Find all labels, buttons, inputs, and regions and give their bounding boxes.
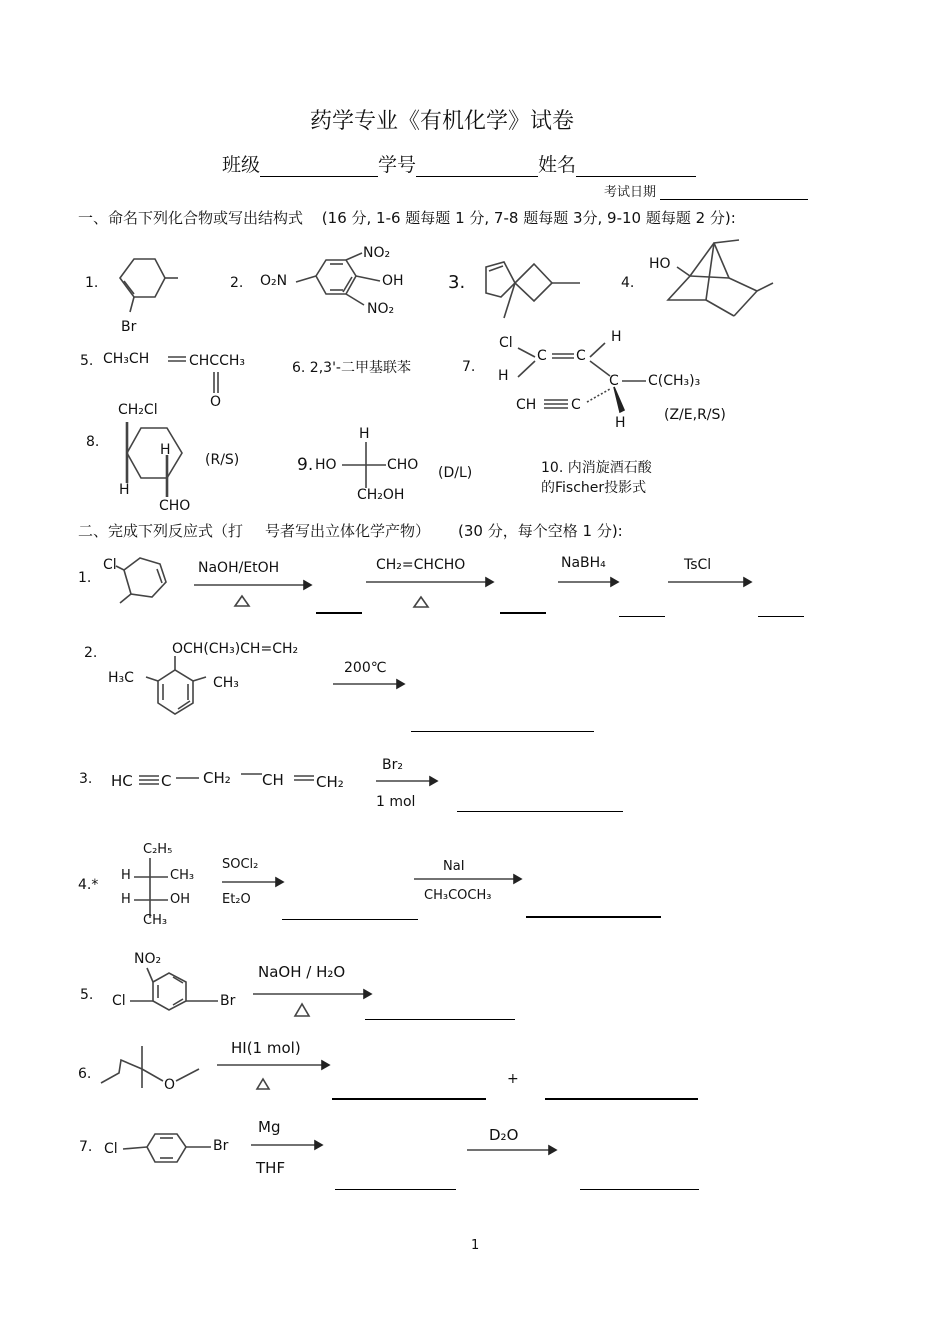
r3-reagent: Br₂ bbox=[382, 757, 403, 773]
r1-answer-3[interactable] bbox=[619, 616, 665, 617]
r7-solvent1: THF bbox=[256, 1159, 286, 1177]
r5-answer[interactable] bbox=[365, 1019, 515, 1020]
r7-number: 7. bbox=[79, 1139, 93, 1155]
id-field[interactable] bbox=[416, 156, 538, 177]
r1-reagent1: NaOH/EtOH bbox=[198, 560, 280, 576]
exam-title: 药学专业《有机化学》试卷 bbox=[310, 109, 575, 134]
q1-cyclohexene-structure bbox=[120, 259, 178, 312]
q6-text: 6. 2,3'-二甲基联苯 bbox=[292, 360, 411, 376]
r6-reagent: HI(1 mol) bbox=[231, 1039, 301, 1057]
r3-c: C bbox=[161, 772, 172, 790]
q9-ho: HO bbox=[315, 457, 337, 473]
student-info-row bbox=[222, 150, 696, 177]
r7-br: Br bbox=[213, 1138, 229, 1154]
q7-ch: CH bbox=[516, 397, 537, 413]
q7-tbu: C(CH₃)₃ bbox=[648, 373, 701, 389]
r1-reagent2: CH₂=CHCHO bbox=[376, 557, 466, 573]
q9-number: 9. bbox=[297, 455, 314, 475]
r2-reagent: 200℃ bbox=[344, 660, 387, 676]
r2-number: 2. bbox=[84, 645, 98, 661]
r3-bonds bbox=[139, 774, 437, 785]
r6-plus: + bbox=[507, 1071, 519, 1087]
q7-c4: C bbox=[571, 397, 581, 413]
name-field[interactable] bbox=[576, 156, 696, 177]
section2-heading: 二、完成下列反应式（打 号者写出立体化学产物） (30 分，每个空格 1 分): bbox=[78, 522, 623, 540]
r4-h2: H bbox=[121, 892, 131, 907]
r2-ch3: CH₃ bbox=[213, 675, 239, 691]
q2-o2n: O₂N bbox=[260, 273, 288, 289]
r4-answer-1[interactable] bbox=[282, 919, 418, 920]
q9-fischer-structure bbox=[342, 442, 386, 488]
r4-ch3a: CH₃ bbox=[170, 868, 195, 883]
r5-number: 5. bbox=[80, 987, 94, 1003]
q2-no2-bottom: NO₂ bbox=[367, 301, 395, 317]
q1-br: Br bbox=[121, 319, 137, 335]
q9-h: H bbox=[359, 426, 370, 442]
r7-answer-1[interactable] bbox=[335, 1189, 456, 1190]
q4-number: 4. bbox=[621, 275, 635, 291]
date-field[interactable] bbox=[660, 183, 808, 200]
q2-no2-top: NO₂ bbox=[363, 245, 391, 261]
q3-spiro-structure bbox=[486, 262, 580, 318]
q2-oh: OH bbox=[382, 273, 404, 289]
exam-date-row bbox=[604, 181, 808, 200]
q7-number: 7. bbox=[462, 359, 476, 375]
r4-solvent2: CH₃COCH₃ bbox=[424, 888, 492, 903]
q8-cyclohexane-structure bbox=[127, 422, 182, 497]
r3-ch2b: CH₂ bbox=[316, 773, 344, 791]
r6-o: O bbox=[164, 1077, 176, 1093]
r4-number: 4.* bbox=[78, 877, 99, 893]
q9-cho: CHO bbox=[387, 457, 419, 473]
r1-reagent4: TsCl bbox=[684, 557, 712, 573]
q7-config: (Z/E,R/S) bbox=[664, 407, 726, 423]
r3-amount: 1 mol bbox=[376, 794, 416, 810]
section1-heading: 一、命名下列化合物或写出结构式 (16 分, 1-6 题每题 1 分, 7-8 题每题 3分, 9-10 题每题 2 分): bbox=[78, 209, 736, 227]
r5-cl: Cl bbox=[112, 993, 126, 1009]
r1-number: 1. bbox=[78, 570, 92, 586]
q7-h1: H bbox=[611, 329, 622, 345]
r2-answer[interactable] bbox=[411, 731, 594, 732]
r1-answer-4[interactable] bbox=[758, 616, 804, 617]
r4-oh: OH bbox=[170, 892, 191, 907]
q8-cho: CHO bbox=[159, 498, 191, 514]
r3-hc: HC bbox=[111, 772, 133, 790]
q5-right: CHCCH₃ bbox=[189, 353, 245, 369]
date-label: 考试日期 bbox=[604, 185, 657, 200]
q4-ho: HO bbox=[649, 256, 671, 272]
r4-reagent2: NaI bbox=[443, 859, 465, 874]
q8-h2: H bbox=[119, 482, 130, 498]
r4-structures bbox=[134, 858, 661, 918]
q7-c1: C bbox=[537, 348, 547, 364]
q8-ch2cl: CH₂Cl bbox=[118, 402, 158, 418]
page-number: 1 bbox=[471, 1238, 480, 1253]
q7-h3: H bbox=[615, 415, 626, 431]
q9-config: (D/L) bbox=[438, 465, 473, 481]
r1-reagent3: NaBH₄ bbox=[561, 555, 606, 571]
r6-structures bbox=[101, 1046, 698, 1099]
r6-number: 6. bbox=[78, 1066, 92, 1082]
r3-ch: CH bbox=[262, 771, 284, 789]
id-label: 学号 bbox=[378, 154, 417, 176]
q2-number: 2. bbox=[230, 275, 244, 291]
r5-no2: NO₂ bbox=[134, 951, 162, 967]
q3-number: 3. bbox=[448, 272, 466, 293]
q8-config: (R/S) bbox=[205, 452, 240, 468]
r4-reagent1: SOCl₂ bbox=[222, 857, 259, 872]
section1-points: (16 分, 1-6 题每题 1 分, 7-8 题每题 3分, 9-10 题每题 2 分): bbox=[321, 209, 736, 227]
q7-c3: C bbox=[609, 373, 619, 389]
q5-o: O bbox=[210, 394, 222, 410]
r7-cl: Cl bbox=[104, 1141, 118, 1157]
q7-h2: H bbox=[498, 368, 509, 384]
q10-line2: 的Fischer投影式 bbox=[541, 480, 647, 496]
r5-reagent: NaOH / H₂O bbox=[258, 963, 346, 981]
q10-line1: 10. 内消旋酒石酸 bbox=[541, 460, 652, 476]
q4-bicyclic-structure bbox=[668, 240, 773, 316]
r1-cl: Cl bbox=[103, 557, 117, 573]
q1-number: 1. bbox=[85, 275, 99, 291]
name-label: 姓名 bbox=[538, 154, 577, 176]
r7-answer-2[interactable] bbox=[580, 1189, 699, 1190]
class-field[interactable] bbox=[260, 156, 378, 177]
section2-points: (30 分，每个空格 1 分): bbox=[458, 522, 623, 540]
r3-answer[interactable] bbox=[457, 811, 623, 812]
r3-ch2a: CH₂ bbox=[203, 769, 231, 787]
q8-number: 8. bbox=[86, 434, 100, 450]
q8-h1: H bbox=[160, 442, 171, 458]
q7-c2: C bbox=[576, 348, 586, 364]
r4-h1: H bbox=[121, 868, 131, 883]
q5-number: 5. bbox=[80, 353, 94, 369]
r4-ch3b: CH₃ bbox=[143, 913, 168, 928]
class-label: 班级 bbox=[222, 154, 261, 176]
q7-cl: Cl bbox=[499, 335, 513, 351]
r5-br: Br bbox=[220, 993, 236, 1009]
q9-ch2oh: CH₂OH bbox=[357, 487, 405, 503]
r4-c2h5: C₂H₅ bbox=[143, 842, 173, 857]
r4-solvent1: Et₂O bbox=[222, 892, 251, 907]
q5-left: CH₃CH bbox=[103, 351, 150, 367]
r3-number: 3. bbox=[79, 771, 93, 787]
r7-reagent1: Mg bbox=[258, 1118, 281, 1136]
r7-reagent2: D₂O bbox=[489, 1126, 519, 1144]
r2-substituent: OCH(CH₃)CH=CH₂ bbox=[172, 641, 299, 657]
r2-h3c: H₃C bbox=[108, 670, 134, 686]
